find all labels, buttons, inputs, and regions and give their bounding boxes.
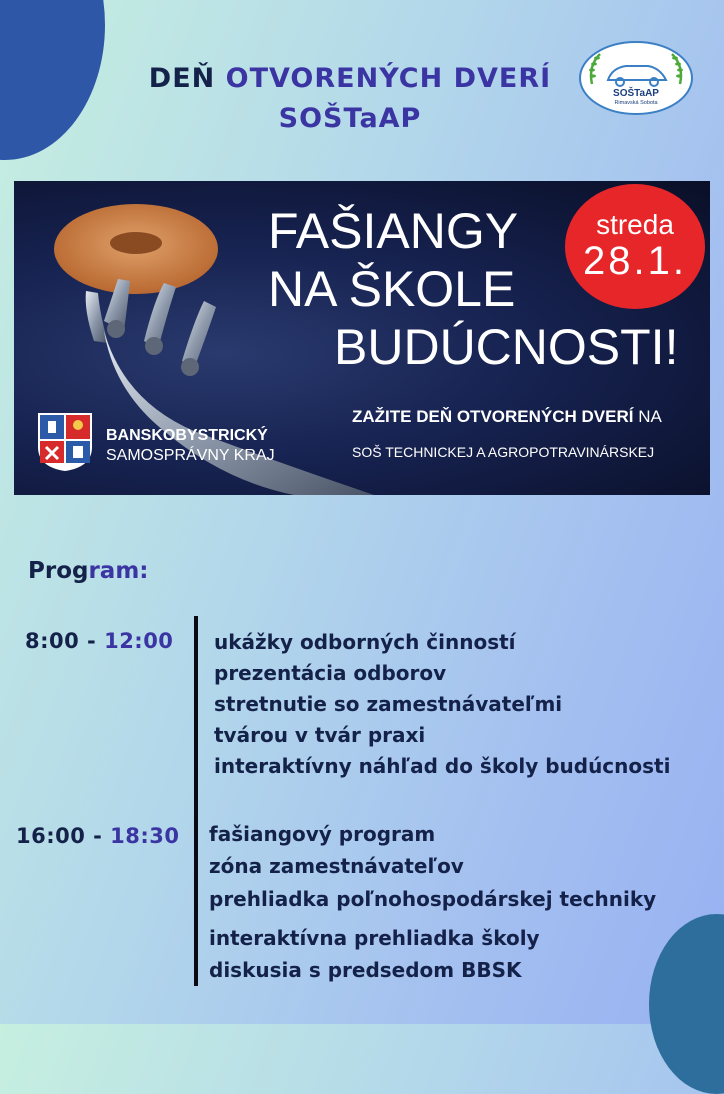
headline-line-1: FAŠIANGY (268, 203, 519, 259)
program-heading-part-1: Prog (28, 558, 89, 584)
program-item: diskusia s predsedom BBSK (209, 958, 522, 982)
region-crest-icon (36, 411, 94, 473)
corner-decoration-bottom-right (649, 914, 724, 1094)
time-slot-1-end: 12:00 (96, 629, 174, 653)
headline-line-2: NA ŠKOLE (268, 261, 516, 317)
page-subtitle: SOŠTaAP (278, 103, 422, 134)
time-slot-1-start: 8:00 - (25, 629, 97, 653)
logo-city: Rimavská Sobota (614, 100, 658, 106)
program-heading (28, 558, 149, 584)
time-slot-2-start: 16:00 - (16, 824, 103, 848)
program-item: zóna zamestnávateľov (209, 854, 464, 878)
time-slot-2-end: 18:30 (102, 824, 180, 848)
date-number: 28.1. (583, 239, 687, 283)
banner-subtitle (352, 407, 662, 427)
headline-line-3: BUDÚCNOSTI! (334, 319, 679, 375)
program-item: interaktívna prehliadka školy (209, 926, 540, 950)
program-item: tvárou v tvár praxi (214, 723, 426, 747)
date-badge (565, 184, 705, 309)
program-item: prezentácia odborov (214, 661, 447, 685)
program-divider (194, 616, 198, 986)
program-item: ukážky odborných činností (214, 630, 516, 654)
logo-name: SOŠTaAP (613, 88, 659, 99)
program-item: interaktívny náhľad do školy budúcnosti (214, 754, 671, 778)
program-item: stretnutie so zamestnávateľmi (214, 692, 563, 716)
title-word-3: DVERÍ (453, 63, 552, 94)
banner-school-name: SOŠ TECHNICKEJ A AGROPOTRAVINÁRSKEJ (352, 444, 655, 460)
region-name-line-1: BANSKOBYSTRICKÝ (106, 427, 268, 444)
title-word-2: OTVORENÝCH (225, 63, 444, 94)
school-logo (578, 40, 694, 116)
program-item: prehliadka poľnohospodárskej techniky (209, 887, 657, 911)
time-slot-2 (16, 824, 180, 848)
time-slot-1 (25, 629, 173, 653)
program-item: fašiangový program (209, 822, 436, 846)
banner-subtitle-rest: NA (633, 407, 662, 426)
title-word-1: DEŇ (148, 63, 216, 94)
program-heading-part-2: ram: (88, 558, 149, 584)
date-day: streda (596, 209, 674, 240)
region-name-line-2: SAMOSPRÁVNY KRAJ (106, 447, 275, 464)
event-banner (14, 181, 710, 495)
banner-subtitle-bold: ZAŽITE DEŇ OTVORENÝCH DVERÍ (352, 407, 634, 426)
